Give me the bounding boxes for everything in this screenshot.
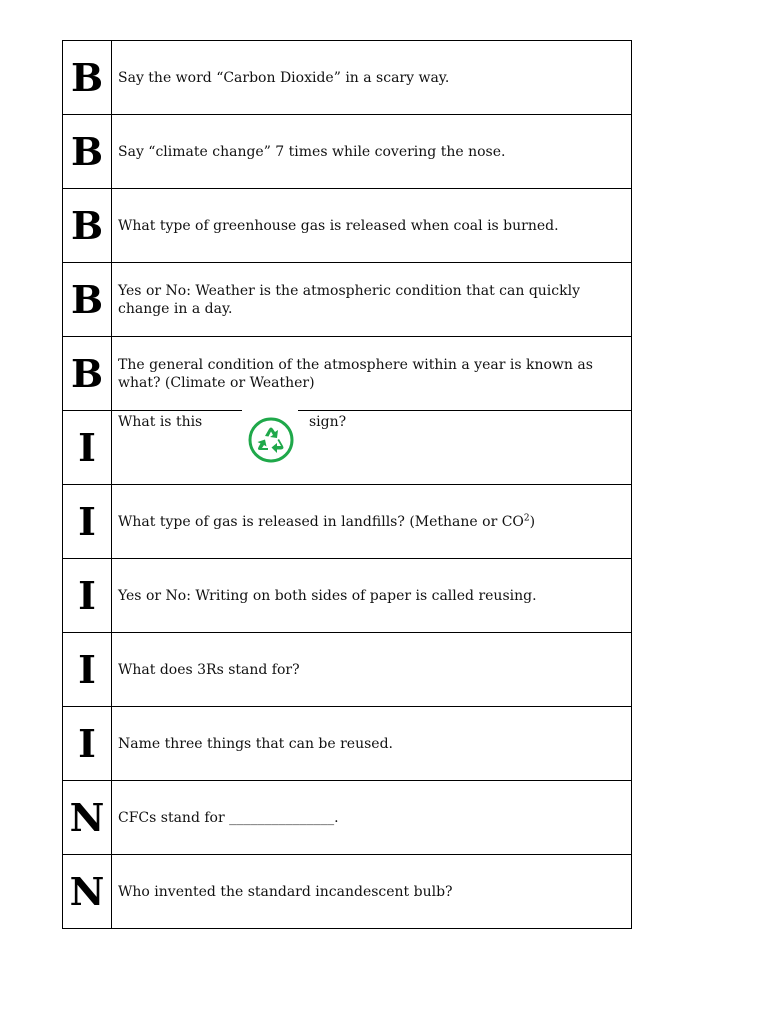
row-letter: I	[63, 633, 112, 707]
question-text-after-icon: sign?	[309, 414, 347, 430]
table-row	[63, 855, 632, 929]
question-text-end: )	[529, 513, 536, 530]
row-question	[112, 115, 632, 189]
row-question	[112, 189, 632, 263]
recycle-icon	[248, 417, 294, 463]
question-text-main: What type of gas is released in landfills? (Methane or CO	[118, 513, 524, 530]
row-letter: B	[63, 41, 112, 115]
row-letter: B	[63, 115, 112, 189]
question-text: Yes or No: Writing on both sides of paper is called reusing.	[118, 587, 537, 604]
question-text: What does 3Rs stand for?	[118, 661, 300, 678]
table-row	[63, 485, 632, 559]
question-text: Who invented the standard incandescent bulb?	[118, 883, 453, 900]
table-row	[63, 411, 632, 485]
row-question	[112, 485, 632, 559]
row-letter: B	[63, 337, 112, 411]
table-row	[63, 115, 632, 189]
question-text	[118, 513, 613, 531]
table-row	[63, 781, 632, 855]
row-question	[112, 263, 632, 337]
row-letter: I	[63, 411, 112, 485]
table-row	[63, 337, 632, 411]
row-letter: I	[63, 559, 112, 633]
row-question	[112, 559, 632, 633]
row-letter: I	[63, 485, 112, 559]
row-letter: N	[63, 781, 112, 855]
question-text: Yes or No: Weather is the atmospheric condition that can quickly change in a day.	[118, 282, 580, 317]
table-row	[63, 263, 632, 337]
table-row	[63, 189, 632, 263]
row-question	[112, 633, 632, 707]
row-question	[112, 707, 632, 781]
bingo-table	[62, 40, 632, 929]
question-text: CFCs stand for _______________.	[118, 809, 339, 826]
row-question	[112, 411, 632, 485]
row-letter: I	[63, 707, 112, 781]
question-text: The general condition of the atmosphere within a year is known as what? (Climate or Weather)	[118, 356, 593, 391]
question-text-before-icon: What is this	[118, 414, 203, 430]
question-text: What type of greenhouse gas is released when coal is burned.	[118, 217, 559, 234]
table-row	[63, 707, 632, 781]
row-question	[112, 781, 632, 855]
row-question	[112, 41, 632, 115]
superscript: 2	[523, 512, 530, 523]
row-letter: B	[63, 189, 112, 263]
row-letter: B	[63, 263, 112, 337]
row-question	[112, 337, 632, 411]
question-text: Say “climate change” 7 times while covering the nose.	[118, 143, 506, 160]
question-text: Name three things that can be reused.	[118, 735, 393, 752]
table-row	[63, 41, 632, 115]
bingo-question-sheet	[62, 40, 632, 929]
table-row	[63, 633, 632, 707]
question-text: Say the word “Carbon Dioxide” in a scary way.	[118, 69, 450, 86]
row-letter: N	[63, 855, 112, 929]
row-question	[112, 855, 632, 929]
recycle-question	[118, 411, 613, 484]
border-gap	[242, 409, 298, 413]
table-row	[63, 559, 632, 633]
